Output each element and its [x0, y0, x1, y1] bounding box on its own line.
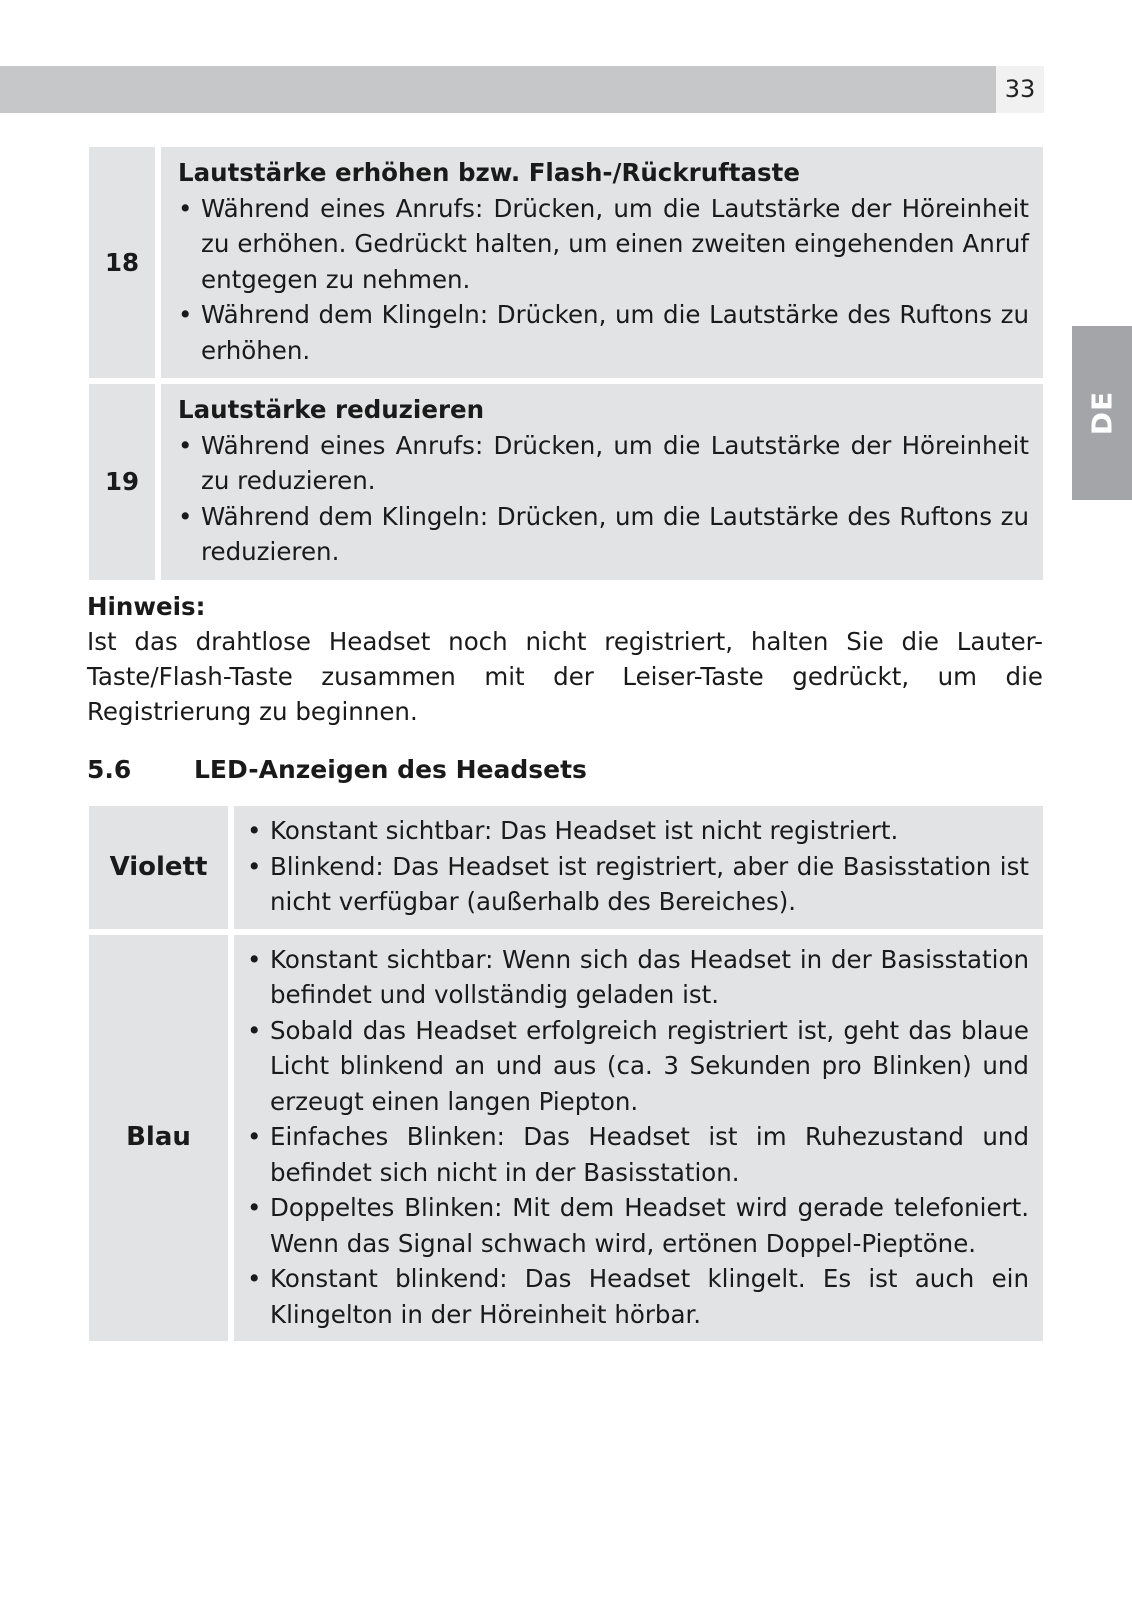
row-title: Lautstärke reduzieren	[178, 395, 485, 424]
page-number: 33	[996, 66, 1044, 113]
note-text: Ist das drahtlose Headset noch nicht registriert, halten Sie die Lauter-Taste/Flash-Taste zusammen mit der Leiser-Taste gedrückt, um die Registrierung zu beginnen.	[87, 627, 1043, 726]
led-color-label: Violett	[89, 806, 234, 929]
table-row	[89, 147, 1043, 378]
language-tab-label: DE	[1085, 390, 1119, 436]
note-block	[87, 589, 1043, 729]
note-title: Hinweis:	[87, 592, 206, 621]
list-item: • Konstant sichtbar: Das Headset ist nicht registriert.	[247, 813, 1029, 849]
bullet-list	[178, 428, 1029, 570]
section-title: LED-Anzeigen des Headsets	[194, 755, 587, 784]
section-heading	[87, 752, 1043, 788]
list-item: • Während dem Klingeln: Drücken, um die Lautstärke des Ruftons zu reduzieren.	[178, 499, 1029, 570]
bullet-list	[247, 813, 1029, 920]
bullet-list	[178, 191, 1029, 369]
list-item: • Während eines Anrufs: Drücken, um die Lautstärke der Höreinheit zu erhöhen. Gedrückt halten, um einen zweiten eingehenden Anruf entgegen zu nehmen.	[178, 191, 1029, 298]
list-item: • Konstant blinkend: Das Headset klingelt. Es ist auch ein Klingelton in der Höreinheit hörbar.	[247, 1261, 1029, 1332]
language-tab	[1072, 326, 1132, 500]
row-description	[234, 806, 1043, 929]
table-row	[89, 378, 1043, 580]
list-item: • Blinkend: Das Headset ist registriert, aber die Basisstation ist nicht verfügbar (außerhalb des Bereiches).	[247, 849, 1029, 920]
table-row	[89, 806, 1043, 929]
list-item: • Konstant sichtbar: Wenn sich das Headset in der Basisstation befindet und vollständig geladen ist.	[247, 942, 1029, 1013]
row-description	[161, 147, 1043, 378]
list-item: • Während dem Klingeln: Drücken, um die Lautstärke des Ruftons zu erhöhen.	[178, 297, 1029, 368]
list-item: • Einfaches Blinken: Das Headset ist im Ruhezustand und befindet sich nicht in der Basisstation.	[247, 1119, 1029, 1190]
row-key: 19	[89, 378, 161, 580]
row-description	[161, 378, 1043, 580]
buttons-table	[89, 147, 1043, 580]
list-item: • Sobald das Headset erfolgreich registriert ist, geht das blaue Licht blinkend an und aus (ca. 3 Sekunden pro Blinken) und erzeugt einen langen Piepton.	[247, 1013, 1029, 1120]
led-table	[89, 806, 1043, 1341]
row-title: Lautstärke erhöhen bzw. Flash-/Rückruftaste	[178, 158, 800, 187]
led-color-label: Blau	[89, 929, 234, 1342]
header-bar	[0, 66, 996, 113]
table-row	[89, 929, 1043, 1342]
row-description	[234, 929, 1043, 1342]
row-key: 18	[89, 147, 161, 378]
list-item: • Doppeltes Blinken: Mit dem Headset wird gerade telefoniert. Wenn das Signal schwach wird, ertönen Doppel-Pieptöne.	[247, 1190, 1029, 1261]
list-item: • Während eines Anrufs: Drücken, um die Lautstärke der Höreinheit zu reduzieren.	[178, 428, 1029, 499]
section-number: 5.6	[87, 755, 132, 784]
bullet-list	[247, 942, 1029, 1333]
